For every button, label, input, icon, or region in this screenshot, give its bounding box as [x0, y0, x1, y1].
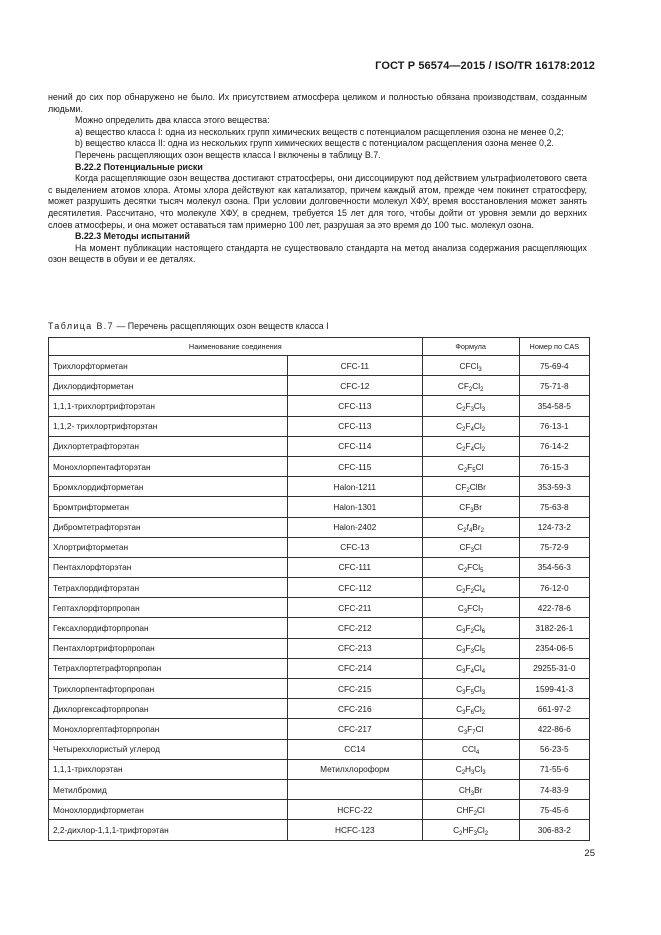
table-caption-label: Таблица B.7 [48, 321, 114, 331]
compound-name-cell: Метилбромид [49, 779, 288, 799]
compound-name-cell: Бромтрифторметан [49, 497, 288, 517]
compound-name-cell: Гексахлордифторпропан [49, 618, 288, 638]
compound-name-cell: Трихлорпентафторпропан [49, 679, 288, 699]
table-row [49, 578, 590, 598]
compound-name-cell: Дихлордифторметан [49, 376, 288, 396]
cas-number-cell: 3182-26-1 [519, 618, 589, 638]
compound-name-cell: Четыреххлористый углерод [49, 739, 288, 759]
compound-name-cell: Тетрахлордифторэтан [49, 578, 288, 598]
table-row [49, 497, 590, 517]
compound-name-cell: Монохлорпентафторэтан [49, 456, 288, 476]
compound-code-cell: Halon-1301 [288, 497, 423, 517]
compound-name-cell: Тетрахлортетрафторпропан [49, 658, 288, 678]
compound-code-cell: CFC-11 [288, 356, 423, 376]
paragraph: Когда расщепляющие озон вещества достигают стратосферы, они диссоциируют под действием ультрафиолетового света с выделением атомов хлора. Атомы хлора действуют как катализатор, причем каждый атом, прежде чем покинет стратосферу, может разрушить десятки тысяч молекул озона. При условии долговечности молекул ХФУ, время восстановления может занять десятилетия. Рассчитано, что молекуле ХФУ, в среднем, требуется 15 лет для того, чтобы дойти от уровня земли до верхних слоев атмосферы, и она может оставаться там примерно 100 лет, разрушая за это время до 100 тыс. молекул озона. [48, 173, 587, 230]
table-row [49, 679, 590, 699]
table-row [49, 759, 590, 779]
cas-number-cell: 124-73-2 [519, 517, 589, 537]
cas-number-cell: 76-13-1 [519, 416, 589, 436]
cas-number-cell: 75-71-8 [519, 376, 589, 396]
table-caption [48, 321, 329, 331]
compound-name-cell: Монохлордифторметан [49, 800, 288, 820]
cas-number-cell: 354-58-5 [519, 396, 589, 416]
cas-number-cell: 75-72-9 [519, 537, 589, 557]
section-heading: B.22.3 Методы испытаний [75, 231, 190, 242]
compound-code-cell: CFC-111 [288, 557, 423, 577]
table-row [49, 779, 590, 799]
cas-number-cell: 306-83-2 [519, 820, 589, 840]
cas-number-cell: 76-14-2 [519, 436, 589, 456]
formula-cell: $CHF_2Cl$ [422, 800, 519, 820]
formula-cell: $CH_3Br$ [422, 779, 519, 799]
cas-number-cell: 74-83-9 [519, 779, 589, 799]
table-caption-text: — Перечень расщепляющих озон веществ класса I [113, 321, 329, 331]
compound-code-cell: CFC-12 [288, 376, 423, 396]
compound-code-cell: Halon-1211 [288, 477, 423, 497]
table-row [49, 477, 590, 497]
compound-code-cell: CFC-113 [288, 416, 423, 436]
formula-cell: $C_2f_4Br_2$ [422, 517, 519, 537]
compound-name-cell: 1,1,2- трихлортрифторэтан [49, 416, 288, 436]
table-row [49, 376, 590, 396]
cas-number-cell: 56-23-5 [519, 739, 589, 759]
table-row [49, 719, 590, 739]
cas-number-cell: 2354-06-5 [519, 638, 589, 658]
table-row [49, 658, 590, 678]
compound-code-cell [288, 779, 423, 799]
cas-number-cell: 71-55-6 [519, 759, 589, 779]
cas-number-cell: 353-59-3 [519, 477, 589, 497]
table-row [49, 537, 590, 557]
formula-cell: $C_2H_3Cl_3$ [422, 759, 519, 779]
compound-code-cell: CFC-114 [288, 436, 423, 456]
table-row [49, 557, 590, 577]
cas-number-cell: 354-56-3 [519, 557, 589, 577]
table-row [49, 456, 590, 476]
formula-cell: $C_3F_3Cl_5$ [422, 638, 519, 658]
compound-code-cell: HCFC-22 [288, 800, 423, 820]
compound-name-cell: Дихлортетрафторэтан [49, 436, 288, 456]
formula-cell: $C_3F_6Cl_2$ [422, 699, 519, 719]
substances-table [48, 337, 590, 841]
compound-code-cell: CFC-215 [288, 679, 423, 699]
compound-name-cell: Гептахлорфторпропан [49, 598, 288, 618]
compound-name-cell: Бромхлордифторметан [49, 477, 288, 497]
cas-number-cell: 422-78-6 [519, 598, 589, 618]
compound-code-cell: Метилхлороформ [288, 759, 423, 779]
compound-name-cell: Дихлоргексафторпропан [49, 699, 288, 719]
formula-cell: $CF_2Cl_2$ [422, 376, 519, 396]
compound-code-cell: CFC-216 [288, 699, 423, 719]
formula-cell: $C_2F_2Cl_4$ [422, 578, 519, 598]
compound-name-cell: Пентахлортрифторпропан [49, 638, 288, 658]
paragraph: b) вещество класса II: одна из нескольких групп химических веществ с потенциалом расщепления озона менее 0,2. [75, 138, 554, 149]
formula-cell: $C_3F_5Cl_3$ [422, 679, 519, 699]
compound-code-cell: CFC-213 [288, 638, 423, 658]
paragraph: На момент публикации настоящего стандарта не существовало стандарта на метод анализа содержания расщепляющих озон веществ в обуви и ее деталях. [48, 242, 587, 265]
formula-cell: $CF_3Cl$ [422, 537, 519, 557]
formula-cell: $CF_2ClBr$ [422, 477, 519, 497]
header-formula: Формула [422, 338, 519, 356]
header-name: Наименование соединения [49, 338, 423, 356]
header-cas: Номер по CAS [519, 338, 589, 356]
compound-name-cell: 1,1,1-трихлорэтан [49, 759, 288, 779]
formula-cell: $C_3F_2Cl_6$ [422, 618, 519, 638]
formula-cell: $C_3F_4Cl_4$ [422, 658, 519, 678]
page-number: 25 [584, 848, 595, 859]
body-text [48, 92, 587, 266]
table-row [49, 356, 590, 376]
formula-cell: CFCl$_3$ [422, 356, 519, 376]
formula-cell: $C_2F_3Cl_3$ [422, 396, 519, 416]
table-row [49, 416, 590, 436]
cas-number-cell: 1599-41-3 [519, 679, 589, 699]
section-heading: B.22.2 Потенциальные риски [75, 161, 203, 172]
cas-number-cell: 661-97-2 [519, 699, 589, 719]
table-row [49, 396, 590, 416]
cas-number-cell: 76-12-0 [519, 578, 589, 598]
compound-name-cell: 2,2-дихлор-1,1,1-трифторэтан [49, 820, 288, 840]
formula-cell: $C_2HF_3Cl_2$ [422, 820, 519, 840]
compound-name-cell: 1,1,1-трихлортрифторэтан [49, 396, 288, 416]
cas-number-cell: 75-63-8 [519, 497, 589, 517]
compound-code-cell: CFC-217 [288, 719, 423, 739]
table-header-row [49, 338, 590, 356]
compound-code-cell: HCFC-123 [288, 820, 423, 840]
compound-code-cell: CFC-113 [288, 396, 423, 416]
cas-number-cell: 75-45-6 [519, 800, 589, 820]
compound-name-cell: Монохлоргептафторпропан [49, 719, 288, 739]
table-row [49, 739, 590, 759]
compound-name-cell: Дибромтетрафторэтан [49, 517, 288, 537]
compound-code-cell: CFC-112 [288, 578, 423, 598]
cas-number-cell: 29255-31-0 [519, 658, 589, 678]
document-header: ГОСТ Р 56574—2015 / ISO/TR 16178:2012 [375, 60, 595, 72]
table-row [49, 638, 590, 658]
table-row [49, 436, 590, 456]
paragraph: Перечень расщепляющих озон веществ класса I включены в таблицу B.7. [75, 149, 381, 160]
table-row [49, 800, 590, 820]
formula-cell: $C_2F_5Cl$ [422, 456, 519, 476]
formula-cell: $C_2F_4Cl_2$ [422, 416, 519, 436]
compound-code-cell: CFC-115 [288, 456, 423, 476]
compound-code-cell: Halon-2402 [288, 517, 423, 537]
formula-cell: CCl$_4$ [422, 739, 519, 759]
table-row [49, 820, 590, 840]
formula-cell: $C_3F_7Cl$ [422, 719, 519, 739]
cas-number-cell: 75-69-4 [519, 356, 589, 376]
table-row [49, 598, 590, 618]
compound-code-cell: CFC-212 [288, 618, 423, 638]
compound-name-cell: Пентахлорфторэтан [49, 557, 288, 577]
cas-number-cell: 422-86-6 [519, 719, 589, 739]
formula-cell: $CF_3Br$ [422, 497, 519, 517]
formula-cell: $C_3FCl_7$ [422, 598, 519, 618]
compound-code-cell: CFC-214 [288, 658, 423, 678]
table-row [49, 699, 590, 719]
formula-cell: $C_2FCl_5$ [422, 557, 519, 577]
cas-number-cell: 76-15-3 [519, 456, 589, 476]
paragraph: Можно определить два класса этого вещества: [75, 115, 270, 126]
formula-cell: $C_2F_4Cl_2$ [422, 436, 519, 456]
table-row [49, 517, 590, 537]
compound-code-cell: CFC-211 [288, 598, 423, 618]
compound-name-cell: Хлортрифторметан [49, 537, 288, 557]
paragraph: a) вещество класса I: одна из нескольких групп химических веществ с потенциалом расщепления озона не менее 0,2; [75, 126, 564, 137]
table-row [49, 618, 590, 638]
compound-code-cell: CC14 [288, 739, 423, 759]
paragraph: нений до сих пор обнаружено не было. Их присутствием атмосфера целиком и полностью обязана производствам, созданным людьми. [48, 92, 587, 114]
compound-code-cell: CFC-13 [288, 537, 423, 557]
compound-name-cell: Трихлорфторметан [49, 356, 288, 376]
